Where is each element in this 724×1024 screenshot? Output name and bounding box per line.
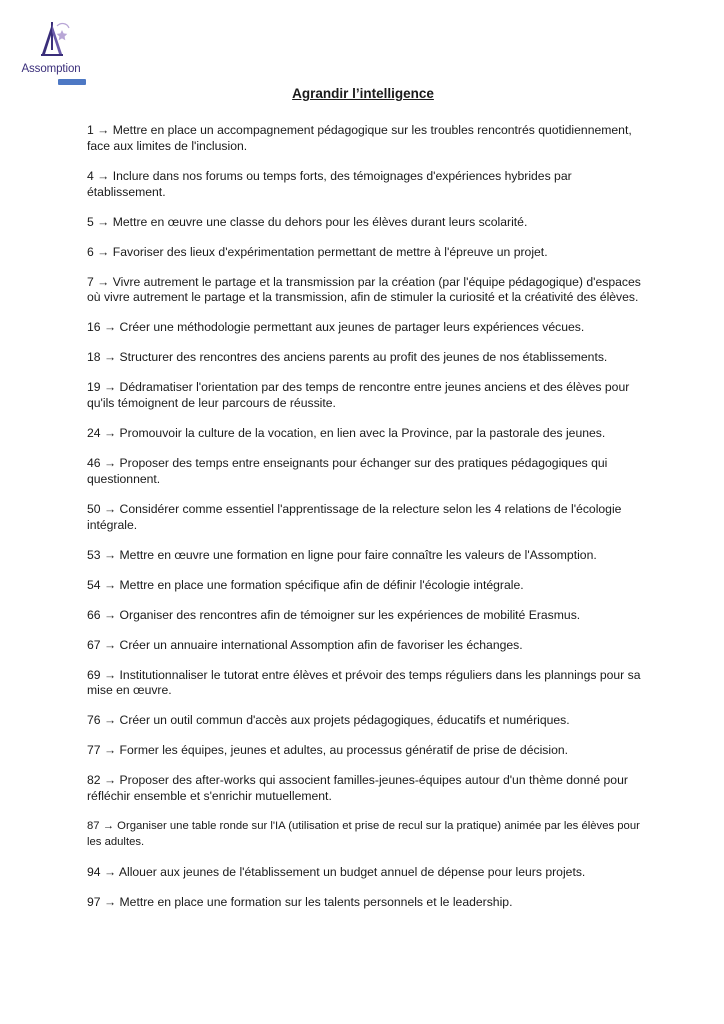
item-number: 69 →	[87, 668, 120, 682]
list-item	[87, 169, 643, 201]
item-number: 24 →	[87, 426, 120, 440]
item-text: Mettre en place une formation sur les talents personnels et le leadership.	[119, 894, 513, 909]
item-text: Institutionnaliser le tutorat entre élèves et prévoir des temps réguliers dans les plannings pour sa mise en œuvre.	[87, 667, 641, 698]
list-item	[87, 123, 643, 155]
item-number: 1 →	[87, 123, 113, 137]
list-item	[87, 275, 643, 307]
item-text: Mettre en œuvre une classe du dehors pour les élèves durant leurs scolarité.	[112, 214, 528, 229]
item-text: Organiser une table ronde sur l'IA (utilisation et prise de recul sur la pratique) animée par les élèves pour les adultes.	[87, 820, 640, 848]
list-item	[87, 713, 643, 729]
item-text: Considérer comme essentiel l'apprentissage de la relecture selon les 4 relations de l'écologie intégrale.	[87, 501, 622, 532]
item-number: 77 →	[87, 743, 120, 757]
list-item	[87, 608, 643, 624]
list-item	[87, 245, 643, 261]
list-item	[87, 895, 643, 911]
logo-tag-bar	[58, 79, 86, 85]
list-item	[87, 426, 643, 442]
item-text: Inclure dans nos forums ou temps forts, des témoignages d'expériences hybrides par établissement.	[87, 168, 572, 199]
item-number: 7 →	[87, 275, 113, 289]
list-item	[87, 456, 643, 488]
list-item	[87, 380, 643, 412]
item-text: Mettre en œuvre une formation en ligne pour faire connaître les valeurs de l'Assomption.	[119, 547, 597, 562]
page-title: Agrandir l’intelligence	[292, 86, 434, 101]
item-number: 46 →	[87, 456, 120, 470]
item-number: 19 →	[87, 380, 120, 394]
item-number: 54 →	[87, 578, 120, 592]
list-item	[87, 743, 643, 759]
list-item	[87, 668, 643, 700]
item-text: Mettre en place un accompagnement pédagogique sur les troubles rencontrés quotidiennement, face aux limites de l'inclusion.	[87, 123, 632, 153]
item-number: 87 →	[87, 820, 117, 832]
item-text: Dédramatiser l'orientation par des temps de rencontre entre jeunes anciens et des élèves pour qu'ils témoignent de leur parcours de réussite.	[87, 380, 630, 411]
item-number: 16 →	[87, 320, 120, 334]
item-text: Créer un outil commun d'accès aux projets pédagogiques, éducatifs et numériques.	[119, 713, 570, 728]
item-number: 53 →	[87, 548, 120, 562]
item-number: 67 →	[87, 638, 120, 652]
list-item	[87, 773, 643, 805]
item-text: Vivre autrement le partage et la transmission par la création (par l'équipe pédagogique) d'espaces où vivre autrement le partage et la transmission, afin de stimuler la curiosité et la créativité des élèves.	[87, 274, 641, 305]
item-number: 5 →	[87, 215, 113, 229]
list-item	[87, 350, 643, 366]
list-item	[87, 548, 643, 564]
item-number: 82 →	[87, 773, 120, 787]
item-text: Former les équipes, jeunes et adultes, au processus génératif de prise de décision.	[119, 743, 569, 758]
assomption-logo	[14, 20, 88, 82]
list-item	[87, 578, 643, 594]
item-number: 97 →	[87, 895, 120, 909]
item-text: Créer un annuaire international Assomption afin de favoriser les échanges.	[119, 637, 523, 652]
list-item	[87, 502, 643, 534]
item-number: 50 →	[87, 502, 120, 516]
item-text: Structurer des rencontres des anciens parents au profit des jeunes de nos établissements.	[119, 350, 608, 365]
logo-name: Assomption	[21, 63, 81, 75]
list-item	[87, 865, 643, 881]
logo-emblem-icon	[36, 20, 72, 62]
list-item	[87, 215, 643, 231]
list-item	[87, 638, 643, 654]
item-text: Mettre en place une formation spécifique afin de définir l'écologie intégrale.	[119, 577, 524, 592]
item-number: 66 →	[87, 608, 120, 622]
list-item	[87, 819, 643, 851]
item-number: 6 →	[87, 245, 113, 259]
item-text: Organiser des rencontres afin de témoigner sur les expériences de mobilité Erasmus.	[119, 607, 581, 622]
item-text: Favoriser des lieux d'expérimentation permettant de mettre à l'épreuve un projet.	[112, 244, 548, 259]
item-number: 94 →	[87, 865, 119, 879]
item-text: Allouer aux jeunes de l'établissement un budget annuel de dépense pour leurs projets.	[118, 864, 586, 879]
item-text: Proposer des temps entre enseignants pour échanger sur des pratiques pédagogiques qui questionnent.	[87, 456, 608, 486]
item-number: 18 →	[87, 350, 120, 364]
item-text: Proposer des after-works qui associent familles-jeunes-équipes autour d'un thème donné pour réfléchir ensemble et s'enrichir mutuellement.	[87, 773, 628, 804]
item-text: Créer une méthodologie permettant aux jeunes de partager leurs expériences vécues.	[119, 320, 585, 335]
item-number: 76 →	[87, 713, 120, 727]
item-text: Promouvoir la culture de la vocation, en lien avec la Province, par la pastorale des jeunes.	[119, 426, 606, 441]
proposals-list	[87, 123, 643, 925]
list-item	[87, 320, 643, 336]
item-number: 4 →	[87, 169, 113, 183]
